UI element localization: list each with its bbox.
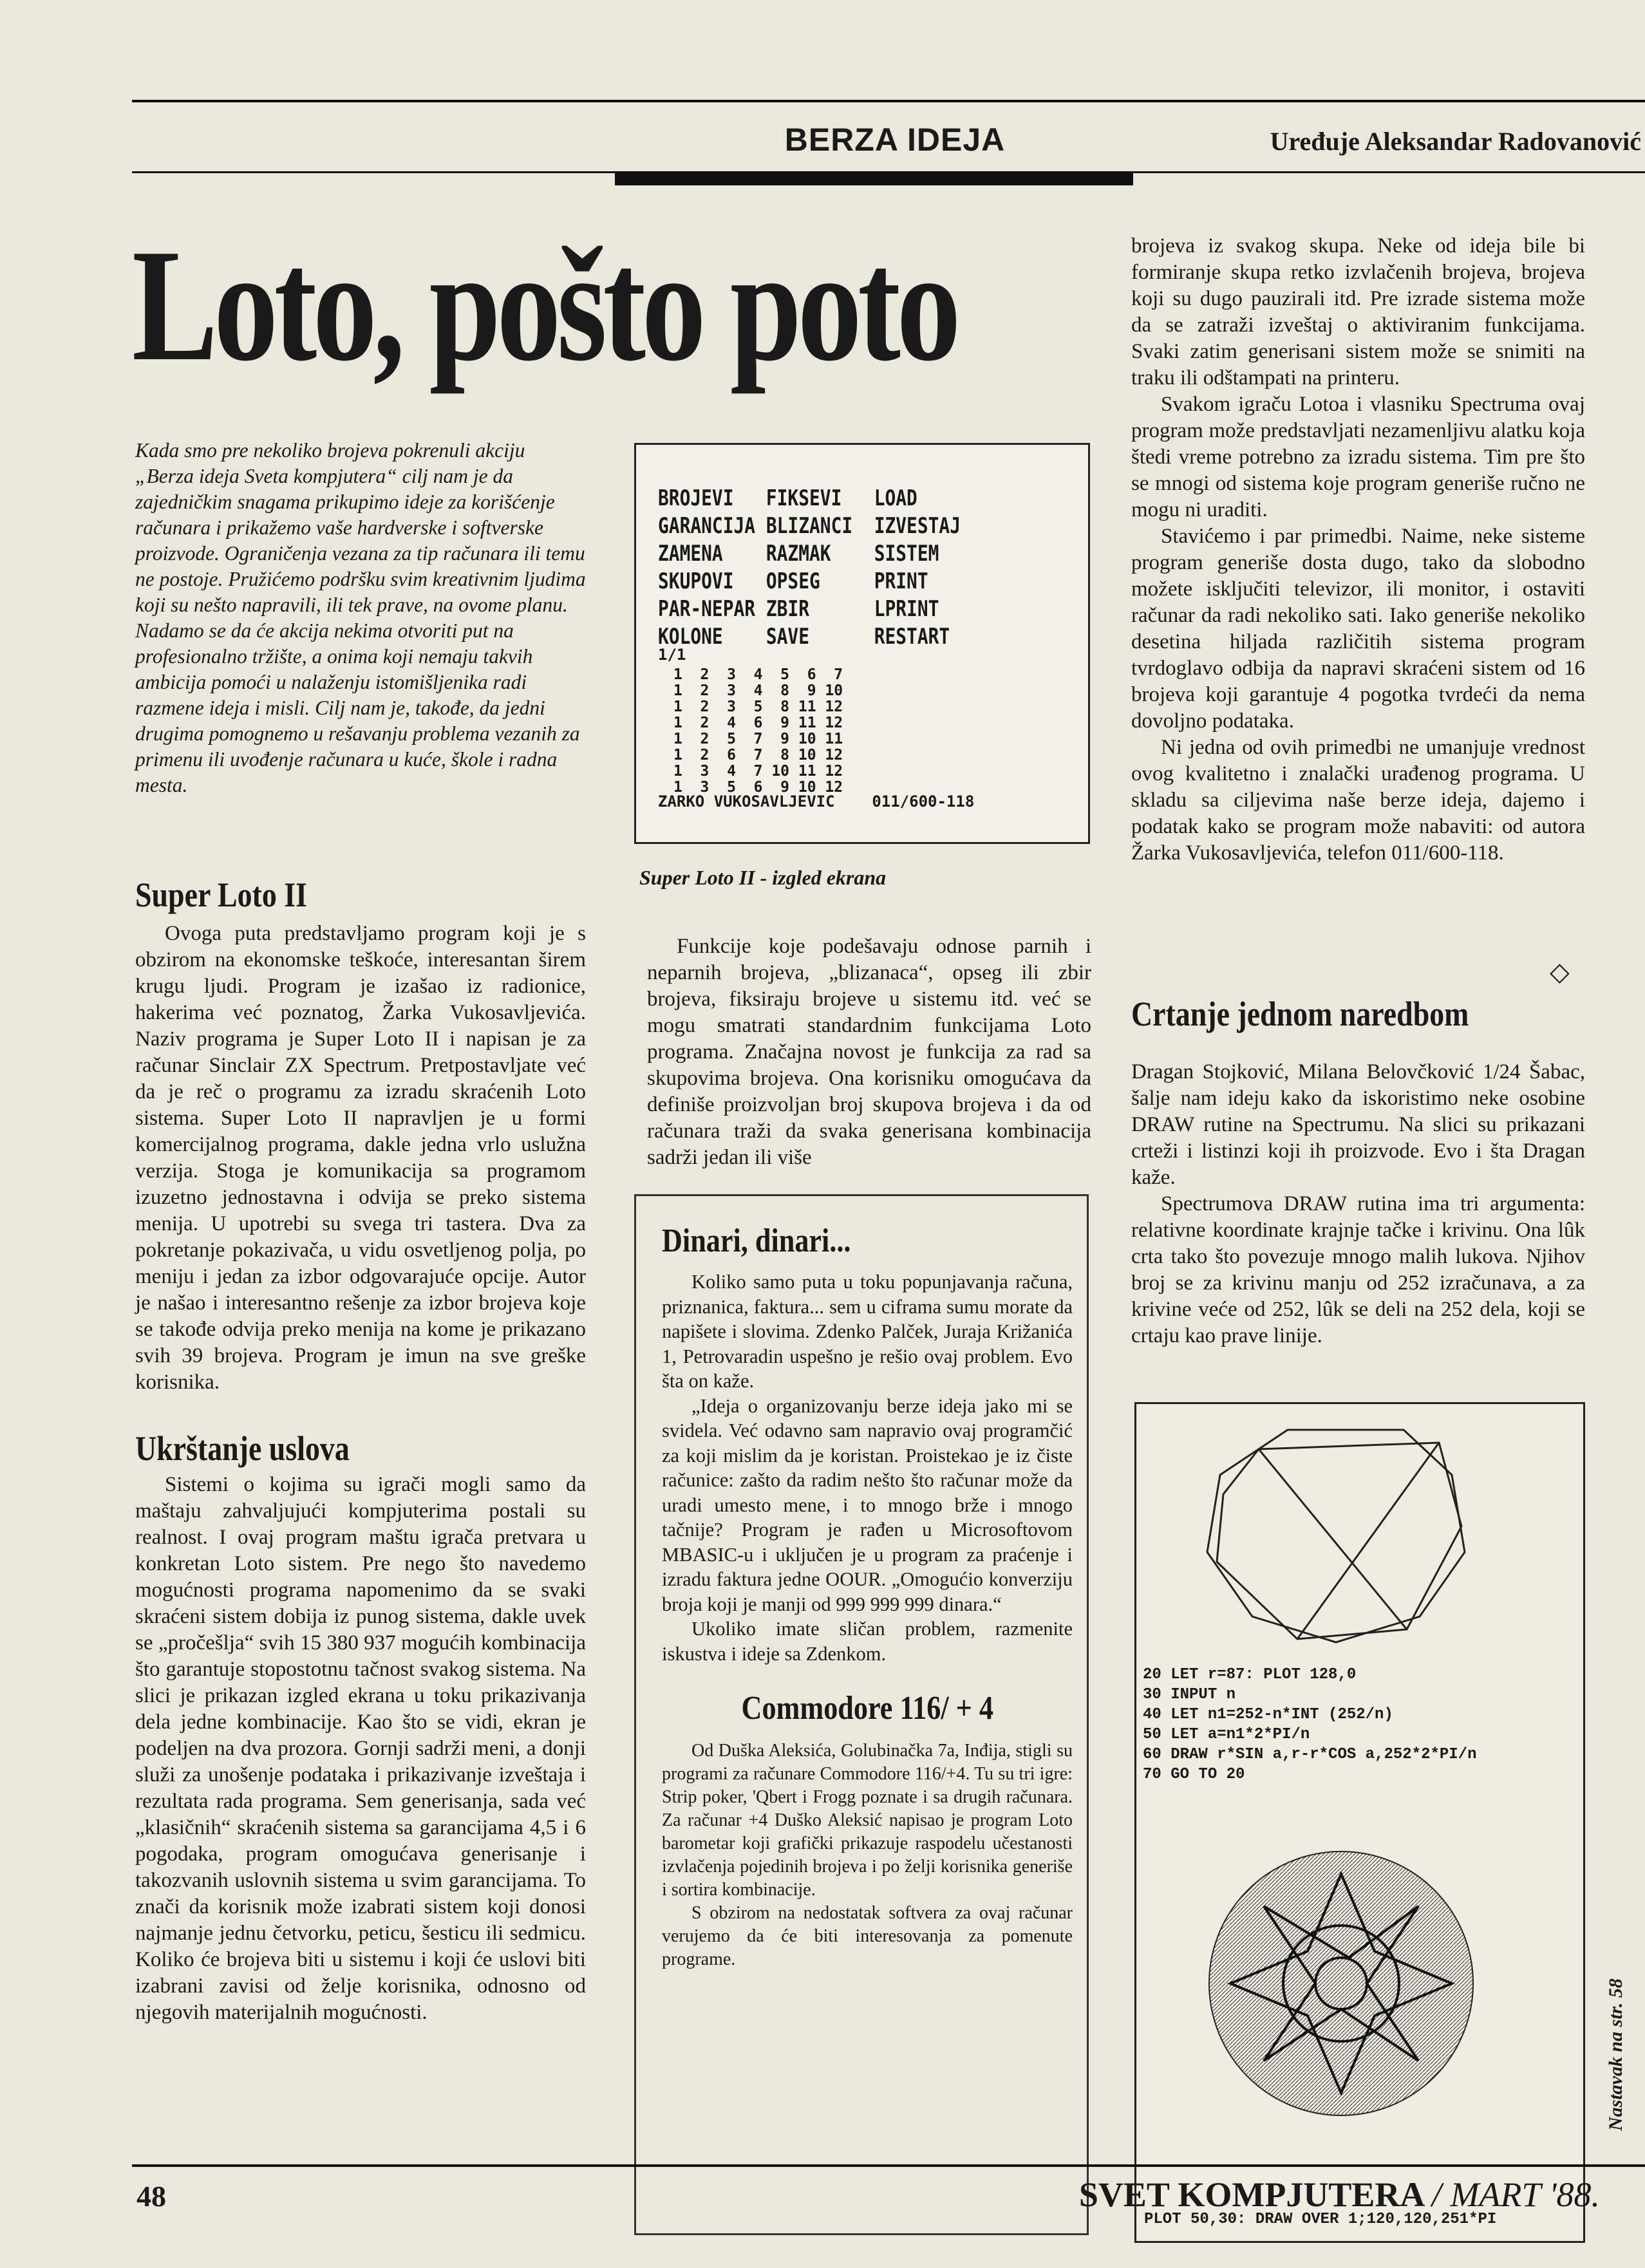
heading-ukrstanje: Ukrštanje uslova [135, 1429, 350, 1468]
magazine-name: SVET KOMPJUTERA [1078, 2175, 1424, 2214]
page-number: 48 [136, 2180, 166, 2213]
heading-dinari: Dinari, dinari... [662, 1223, 851, 1259]
basic-listing: 20 LET r=87: PLOT 128,0 30 INPUT n 40 LET n1=252-n*INT (252/n) 50 LET a=n1*2*PI/n 60 DRAW r*SIN a,r-r*COS a,252*2*PI/n 70 GO TO 20 [1143, 1666, 1477, 1783]
article-body [1131, 1059, 1585, 1349]
continuation-note: Nastavak na str. 58 [1605, 1978, 1626, 2131]
end-mark-icon: ◇ [1550, 957, 1570, 986]
paragraph: Od Duška Aleksića, Golubinačka 7a, Inđija, stigli su programi za računare Commodore 116/+4. Tu su tri igre: Strip poker, 'Qbert i Frogg poznate i sa drugih računara. Za računar +4 Duško Aleksić napisao je program Loto barometar koji grafički prikazuje raspodelu učestanosti izvlačenja pojedinih brojeva i po želji korisnika generiše i sortira kombinacije. [662, 1741, 1073, 1900]
paragraph: Svakom igraču Lotoa i vlasniku Spectruma ovaj program može predstavljati nezamenljivu alatku koja štedi vreme potrebno za izradu sistema. Tim pre što se mnogi od sistema koje program generiše ručno ne mogu ni uraditi. [1131, 393, 1585, 521]
paragraph: Spectrumova DRAW rutina ima tri argumenta: relativne koordinate krajnje tačke i krivinu. Ona lûk crta tako što povezuje mnogo malih lukova. Njihov broj se za krivinu manju od 252 izračunava, a za krivine veće od 252, lûk se deli na 252 dela, koji se crtaju kao prave linije. [1131, 1192, 1585, 1347]
paragraph: brojeva iz svakog skupa. Neke od ideja bile bi formiranje skupa retko izvlačenih brojeva, brojeva koji su dugo pauzirali itd. Pre izrade sistema može da se zatraži izveštaj o aktiviranim funkcijama. Svaki zatim generisani sistem može se snimiti na traku ili odštampati na printeru. [1131, 234, 1585, 389]
page-title: Loto, pošto poto [132, 216, 957, 395]
paragraph: Ukoliko imate sličan problem, razmenite iskustva i ideje sa Zdenkom. [662, 1618, 1073, 1665]
screen-author: ZARKO VUKOSAVLJEVIC 011/600-118 [658, 792, 975, 811]
box-body [662, 1270, 1073, 1666]
paragraph: Sistemi o kojima su igrači mogli samo da maštaju zahvaljujući kompjuterima postali su realnost. I ovaj program maštu igrača pretvara u konkretan Loto sistem. Pre nego što navedemo mogućnosti programa napomenimo da se svaki skraćeni sistem dobija iz punog sistema, dakle uvek se „pročešlja“ svih 15 380 937 mogućih kombinacija što garantuje stopostotnu tačnost svakog sistema. Na slici je prikazan izgled ekrana u toku prikazivanja dela jedne kombinacije. Kao što se vidi, ekran je podeljen na dva prozora. Gornji sadrži meni, a donji služi za unošenje podataka i prikazivanje izveštaja i rezultata rada programa. Sem generisanja, sada već „klasičnih“ skraćenih sistema sa garancijama 4,5 i 6 pogodaka, program omogućava generisanje i takozvanih uslovnih sistema u svim garancijama. To znači da korisnik može izabrati sistem koji donosi najmanje jednu četvorku, peticu, šesticu ili sedmicu. Koliko će brojeva biti u sistemu i koji će uslovi biti izabrani zavisi od želje korisnika, odnosno od njegovih materijalnih mogućnosti. [135, 1473, 586, 2024]
issue-date: MART '88. [1450, 2175, 1600, 2214]
footer-rule [132, 2164, 1645, 2167]
intro-text: Kada smo pre nekoliko brojeva pokrenuli akciju „Berza ideja Sveta kompjutera“ cilj nam je da zajedničkim snagama prikupimo ideje za korišćenje računara i prikažemo vaše hardverske i softverske proizvode. Ograničenja vezana za tip računara ili temu ne postoje. Pružićemo podršku svim kreativnim ljudima koji su nešto napravili, ili tek prave, na ovome planu. Nadamo se da će akcija nekima otvoriti put na profesionalno tržište, a onima koji nemaju takvih ambicija pomoći u nalaženju istomišljenika radi razmene ideja i misli. Cilj nam je, takođe, da jedni drugima pomognemo u rešavanju problema vezanih za primenu ili uvođenje računara u kuće, škole i radna mesta. [135, 439, 586, 796]
plot-command: PLOT 50,30: DRAW OVER 1;120,120,251*PI [1144, 2211, 1497, 2228]
paragraph: S obzirom na nedostatak softvera za ovaj računar verujemo da će biti interesovanja za pomenute programe. [662, 1903, 1073, 1969]
polygon-drawing [1136, 1404, 1583, 1662]
magazine-footer [1079, 2175, 1600, 2215]
header-thick-bar [615, 171, 1133, 185]
paragraph: Stavićemo i par primedbi. Naime, neke sisteme program generiše dosta dugo, tako da slobodno možete isključiti televizor, ili monitor, i ostaviti računar da radi nekoliko sati. Iako generiše nekoliko desetina hiljada različitih sistema program tvrdoglavo odbija da napravi skraćeni sistem od 16 brojeva koji garantuje 4 pogotka tvrdeći da nema dovoljno podataka. [1131, 525, 1585, 733]
screen-position: 1/1 [658, 646, 686, 664]
heading-crtanje: Crtanje jednom naredbom [1131, 995, 1469, 1033]
screen-caption: Super Loto II - izgled ekrana [639, 866, 887, 889]
sidebar-box [634, 1194, 1089, 2235]
heading-super-loto: Super Loto II [135, 876, 307, 914]
column-1 [135, 876, 586, 2026]
commodore-heading-wrap [662, 1689, 1073, 1728]
box-body-small [662, 1739, 1073, 1971]
column-3-text [1131, 233, 1585, 867]
section-tag: BERZA IDEJA [784, 122, 1006, 158]
circle-pattern-drawing [1136, 1829, 1583, 2119]
paragraph: „Ideja o organizovanju berze ideja jako mi se svidela. Već odavno sam napravio ovaj programčić za koji mislim da je koristan. Proistekao je iz čiste računice: zašto da radim nešto što računar može da uradi umesto mene, i to mnogo brže i mnogo tačnije? Program je rađen u Microsoftovom MBASIC-u i uključen je u program za praćenje i izradu faktura jedne OOUR. „Omogućio konverziju broja koji je manji od 999 999 999 dinara.“ [662, 1394, 1073, 1615]
header-top-rule [132, 100, 1645, 102]
screen-combinations: 1 2 3 4 5 6 7 1 2 3 4 8 9 10 1 2 3 5 8 11 12 1 2 4 6 9 11 12 1 2 5 7 9 10 11 1 2 6 7 8 10 12 1 3 4 7 10 11 12 1 3 5 6 9 10 12 [673, 666, 843, 796]
pattern-circle [1209, 1851, 1473, 2115]
heading-commodore: Commodore 116/ + 4 [741, 1690, 993, 1727]
paragraph: Ovoga puta predstavljamo program koji je s obzirom na ekonomske teškoće, interesantan širem krugu ljudi. Program je izašao iz radionice, hakerima već poznatog, Žarka Vukosavljevića. Naziv programa je Super Loto II i napisan je za računar Sinclair ZX Spectrum. Pretpostavljate već da je reč o programu za izradu skraćenih Loto sistema. Super Loto II napravljen je u formi komercijalnog programa, dakle jedna vrlo uslužna verzija. Stoga je komunikacija sa programom izuzetno jednostavna i odvija se preko sistema menija. U upotrebi su svega tri tastera. Dva za pokretanje pokazivača, u vidu osvetljenog polja, po meniju i jedan za izbor odgovarajuće opcije. Autor je našao i interesantno rešenje za izbor brojeva koje se takođe odvija preko menija na kome je prikazano svih 39 brojeva. Program je imun na sve greške korisnika. [135, 922, 586, 1394]
column-2-text [647, 933, 1091, 1171]
editor-credit: Uređuje Aleksandar Radovanović [1270, 127, 1641, 156]
star-line [1259, 1449, 1407, 1629]
paragraph: Ni jedna od ovih primedbi ne umanjuje vrednost ovog kvalitetno i znalački urađenog programa. U skladu sa ciljevima naše berze ideja, dajemo i podatak kako se program može nabaviti: od autora Žarka Vukosavljevića, telefon 011/600-118. [1131, 736, 1585, 865]
paragraph: Dragan Stojković, Milana Belovčković 1/24 Šabac, šalje nam ideju kako da iskoristimo neke osobine DRAW rutine na Spectrumu. Na slici su prikazani crteži i listinzi koji ih proizvode. Evo i šta Dragan kaže. [1131, 1060, 1585, 1189]
article-body [135, 1472, 586, 2026]
paragraph: Koliko samo puta u toku popunjavanja računa, priznanica, faktura... sem u ciframa sumu morate da napišete i slovima. Zdenko Palček, Juraja Križanića 1, Petrovaradin uspešno je rešio ovaj problem. Evo šta on kaže. [662, 1271, 1073, 1392]
crtanje-section [1131, 995, 1585, 1349]
article-body [135, 921, 586, 1396]
draw-figure [1134, 1402, 1585, 2243]
screen-figure [634, 443, 1090, 844]
paragraph: Funkcije koje podešavaju odnose parnih i neparnih brojeva, „blizanaca“, opseg ili zbir brojeva, fiksiraju brojeve u sistemu itd. već se mogu smatrati standardnim funkcijama Loto programa. Značajna novost je funkcija za rad sa skupovima brojeva. Ona korisniku omogućava da definiše proizvoljan broj skupova brojeva i da od računara traži da svaka generisana kombinacija sadrži jedan ili više [647, 935, 1091, 1169]
footer-separator: / [1431, 2175, 1451, 2214]
screen-menu: BROJEVI FIKSEVI LOAD GARANCIJA BLIZANCI IZVESTAJ ZAMENA RAZMAK SISTEM SKUPOVI OPSEG PRINT PAR-NEPAR ZBIR LPRINT KOLONE SAVE RESTART [658, 485, 961, 650]
